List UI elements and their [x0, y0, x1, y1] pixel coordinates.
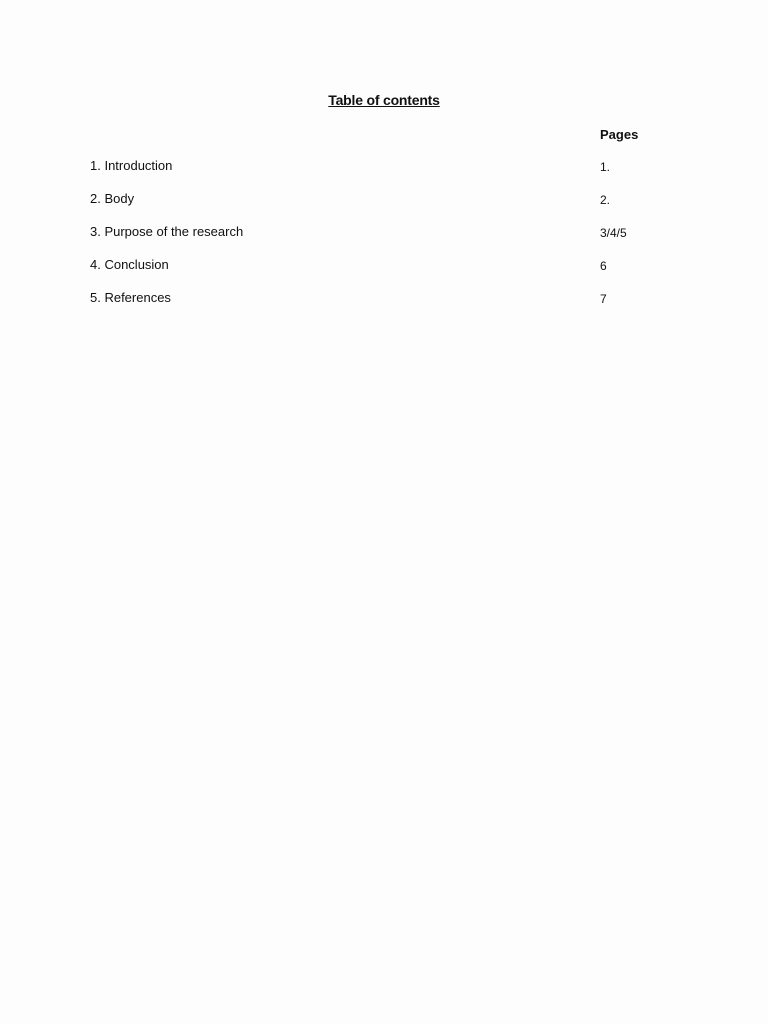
toc-entry-label: 2. Body	[90, 191, 135, 206]
toc-entry-page: 2.	[600, 193, 611, 207]
toc-entry-body	[90, 191, 650, 224]
toc-entry-label: 4. Conclusion	[90, 257, 169, 272]
toc-entry-page: 1.	[600, 160, 611, 174]
toc-entry-label: 1. Introduction	[90, 158, 173, 173]
toc-entry-introduction	[90, 158, 650, 191]
toc-entry-page: 6	[600, 259, 607, 273]
toc-entry-page: 7	[600, 292, 607, 306]
toc-title: Table of contents	[328, 92, 440, 108]
toc-entry-purpose	[90, 224, 650, 257]
toc-entry-conclusion	[90, 257, 650, 290]
toc-entry-label: 3. Purpose of the research	[90, 224, 244, 239]
toc-entry-page: 3/4/5	[600, 226, 627, 240]
pages-column-header: Pages	[600, 127, 639, 142]
toc-list	[90, 158, 650, 323]
toc-entry-references	[90, 290, 650, 323]
toc-entry-label: 5. References	[90, 290, 171, 305]
